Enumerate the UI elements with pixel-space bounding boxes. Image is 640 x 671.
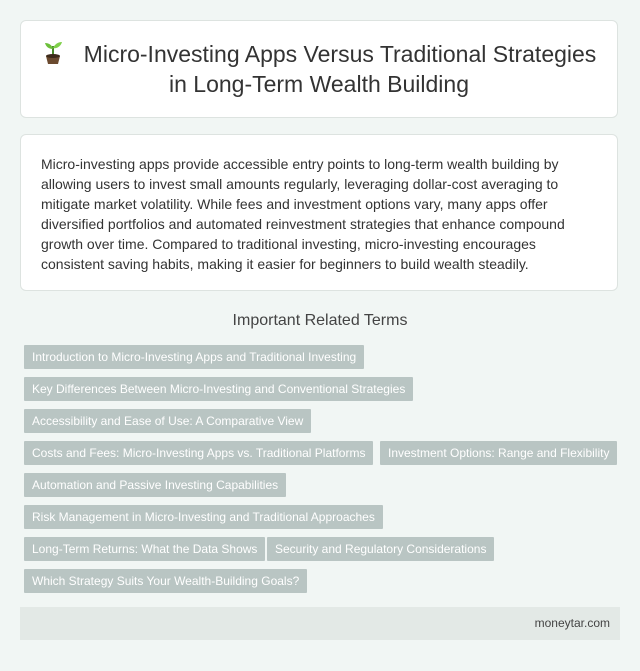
term-tag[interactable]: Security and Regulatory Considerations [267, 537, 494, 561]
summary-text: Micro-investing apps provide accessible entry points to long-term wealth building by allowing users to invest small amounts regularly, leveraging dollar-cost averaging to mitigate market volatility. While fees and investment options vary, many apps offer diversified portfolios and automated reinvestment strategies that enhance compound growth over time. Compared to traditional investing, micro-investing encourages consistent saving habits, making it easier for beginners to build wealth steadily. [41, 156, 565, 272]
terms-heading: Important Related Terms [232, 312, 408, 329]
term-tag[interactable]: Which Strategy Suits Your Wealth-Building Goals? [24, 569, 307, 593]
term-tag[interactable]: Introduction to Micro-Investing Apps and Traditional Investing [24, 345, 364, 369]
term-tag[interactable]: Investment Options: Range and Flexibility [380, 441, 617, 465]
term-tag[interactable]: Costs and Fees: Micro-Investing Apps vs. Traditional Platforms [24, 441, 373, 465]
term-tag[interactable]: Accessibility and Ease of Use: A Comparative View [24, 409, 311, 433]
page-title-text: Micro-Investing Apps Versus Traditional Strategies in Long-Term Wealth Building [83, 41, 597, 97]
page-title [21, 39, 617, 99]
term-tag[interactable]: Risk Management in Micro-Investing and Traditional Approaches [24, 505, 383, 529]
footer [20, 607, 620, 640]
title-card [20, 20, 618, 118]
sprout-icon [42, 41, 64, 65]
term-tag[interactable]: Key Differences Between Micro-Investing and Conventional Strategies [24, 377, 413, 401]
term-tag[interactable]: Automation and Passive Investing Capabilities [24, 473, 286, 497]
footer-site[interactable]: moneytar.com [534, 616, 610, 630]
summary-card [20, 134, 618, 291]
term-tag[interactable]: Long-Term Returns: What the Data Shows [24, 537, 265, 561]
